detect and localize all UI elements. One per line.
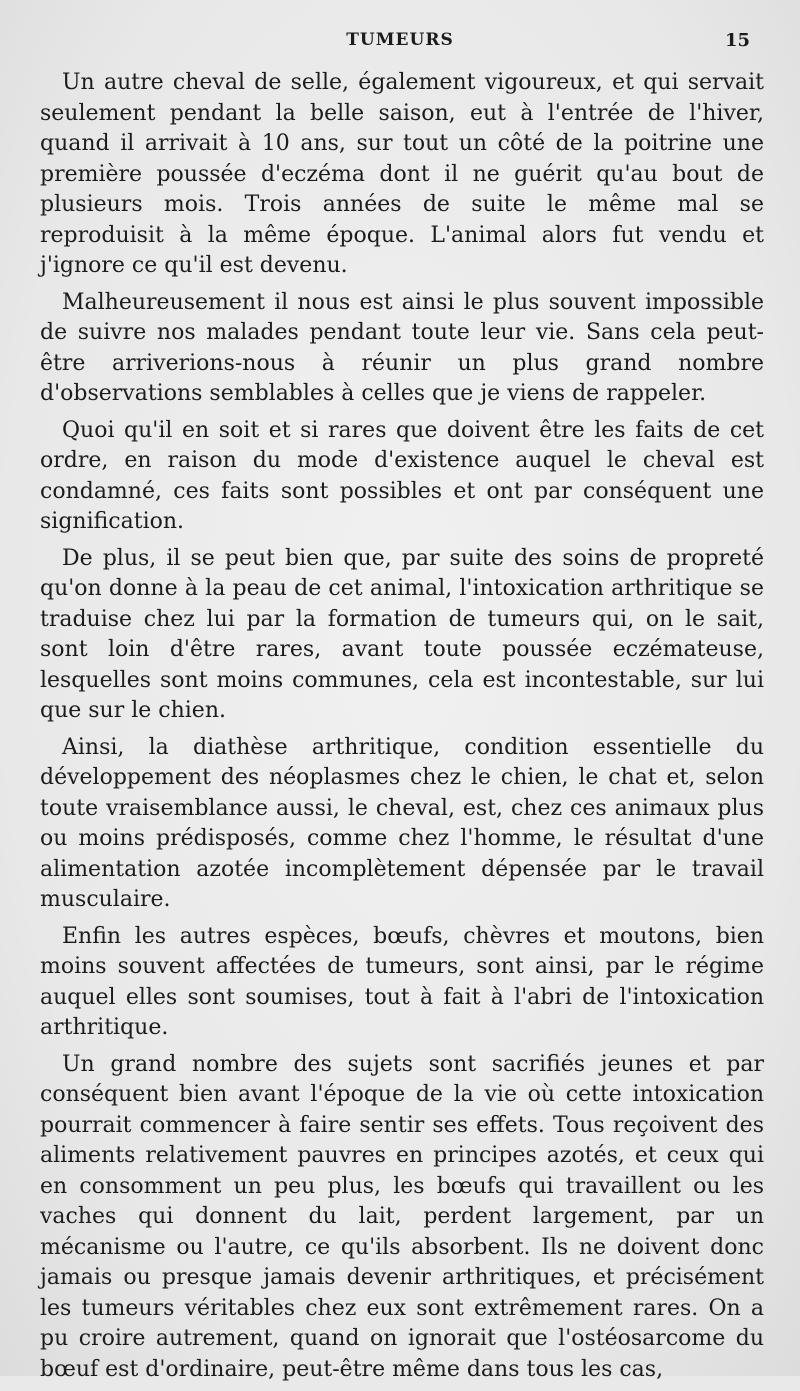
running-title: TUMEURS	[346, 30, 454, 50]
paragraph-5: Ainsi, la diathèse arthritique, condition essentielle du développement des néoplasmes chez le chien, le chat et, selon toute vraisemblance aussi, le cheval, est, chez ces animaux plus ou moins prédisposés, comme chez l'homme, le résultat d'une alimentation azotée incomplètement dépensée par le travail musculaire.	[40, 734, 764, 912]
paragraph-6: Enfin les autres espèces, bœufs, chèvres et moutons, bien moins souvent affectées de tumeurs, sont ainsi, par le régime auquel elles sont soumises, tout à fait à l'abri de l'intoxication arthritique.	[40, 923, 764, 1040]
paragraph-1: Un autre cheval de selle, également vigoureux, et qui servait seulement pendant la belle saison, eut à l'entrée de l'hiver, quand il arrivait à 10 ans, sur tout un côté de la poitrine une première poussée d'eczéma dont il ne guérit qu'au bout de plusieurs mois. Trois années de suite le même mal se reproduisit à la même époque. L'animal alors fut vendu et j'ignore ce qu'il est devenu.	[40, 70, 764, 278]
paragraph-7: Un grand nombre des sujets sont sacrifiés jeunes et par conséquent bien avant l'époque de la vie où cette intoxication pourrait commencer à faire sentir ses effets. Tous reçoivent des aliments relativement pauvres en principes azotés, et ceux qui en consomment un peu plus, les bœufs qui travaillent ou les vaches qui donnent du lait, perdent largement, par un mécanisme ou l'autre, ce qu'ils absorbent. Ils ne doivent donc jamais ou presque jamais devenir arthritiques, et précisément les tumeurs véritables chez eux sont extrêmement rares. On a pu croire autrement, quand on ignorait que l'ostéosarcome du bœuf est d'ordinaire, peut-être même dans tous les cas,	[40, 1051, 764, 1382]
page-header	[0, 30, 800, 58]
paragraph-4: De plus, il se peut bien que, par suite des soins de propreté qu'on donne à la peau de cet animal, l'intoxication arthritique se traduise chez lui par la formation de tumeurs qui, on le sait, sont loin d'être rares, avant toute poussée eczémateuse, lesquelles sont moins communes, cela est incontestable, sur lui que sur le chien.	[40, 545, 764, 723]
paragraph-3: Quoi qu'il en soit et si rares que doivent être les faits de cet ordre, en raison du mode d'existence auquel le cheval est condamné, ces faits sont possibles et ont par conséquent une signification.	[40, 417, 764, 534]
page-number: 15	[724, 30, 750, 51]
body-text	[40, 68, 764, 1391]
paragraph-2: Malheureusement il nous est ainsi le plus souvent impossible de suivre nos malades pendant toute leur vie. Sans cela peut-être arriverions-nous à réunir un plus grand nombre d'observations semblables à celles que je viens de rappeler.	[40, 289, 764, 406]
